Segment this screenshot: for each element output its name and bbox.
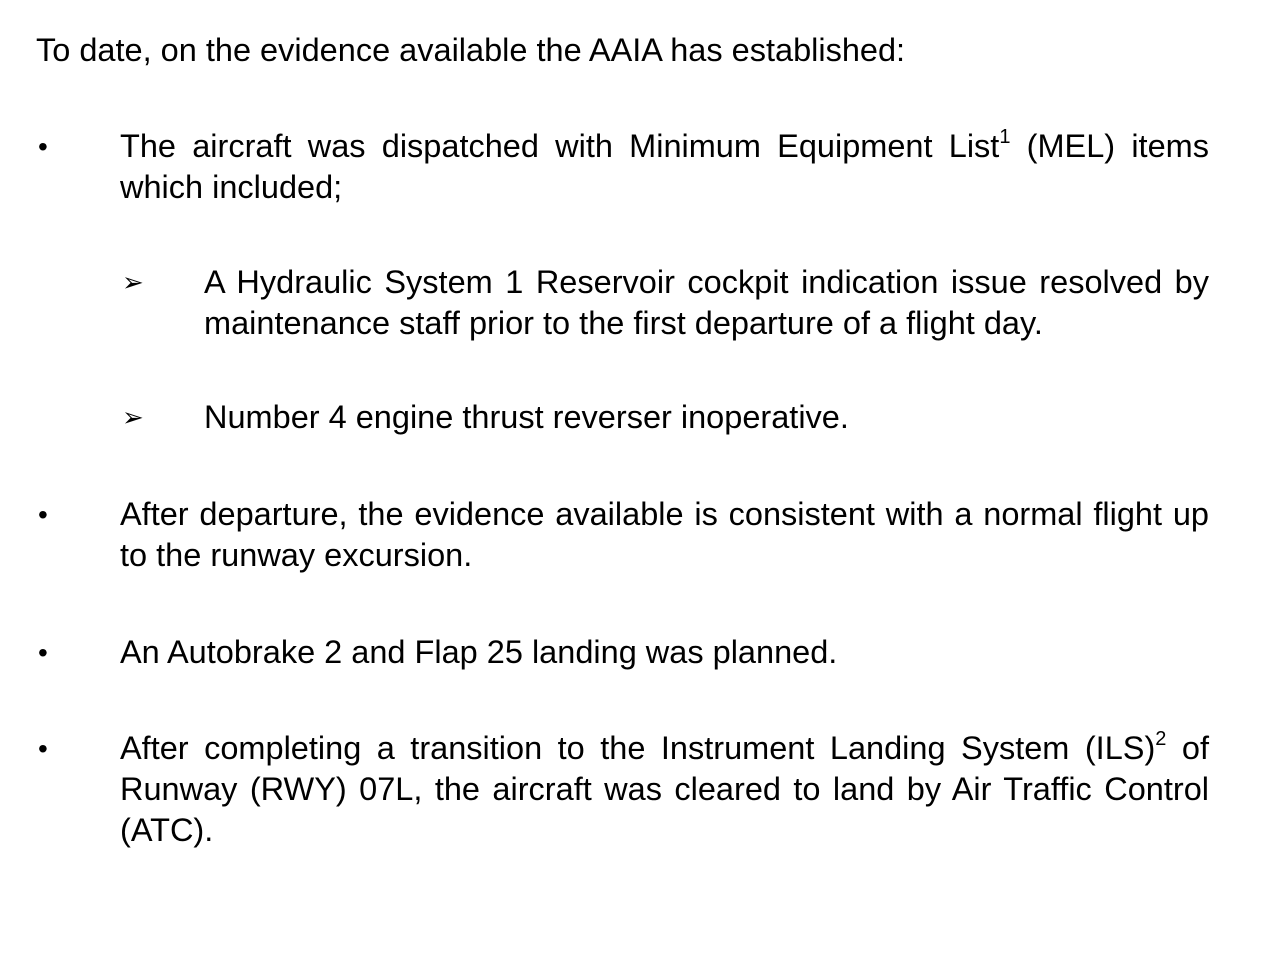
bullet-marker: • — [38, 499, 48, 530]
bullet-text: After completing a transition to the Instrument Landing System (ILS)$^2$ of Runway (RWY) 07L, the aircraft was cleared to land by Air Traffic Control (ATC). — [120, 728, 1209, 848]
arrow-bullet-icon: ➢ — [122, 402, 144, 432]
bullet-marker: • — [38, 733, 48, 764]
sub-item-text: A Hydraulic System 1 Reservoir cockpit indication issue resolved by maintenance staff prior to the first departure of a flight day. — [204, 264, 1209, 341]
sub-item-text: Number 4 engine thrust reverser inoperative. — [204, 399, 849, 435]
arrow-bullet-icon: ➢ — [122, 267, 144, 297]
bullet-marker: • — [38, 131, 48, 162]
footnote-ref-2: 2 — [1155, 728, 1167, 751]
bullet-text: The aircraft was dispatched with Minimum Equipment List$^1$ (MEL) items which included; — [120, 126, 1209, 205]
bullet-text: An Autobrake 2 and Flap 25 landing was planned. — [120, 634, 838, 670]
bullet-marker: • — [38, 637, 48, 668]
footnote-ref-1: 1 — [999, 126, 1011, 149]
bullet-text: After departure, the evidence available is consistent with a normal flight up to the runway excursion. — [120, 496, 1209, 573]
intro-paragraph: To date, on the evidence available the AAIA has established: — [36, 32, 906, 68]
